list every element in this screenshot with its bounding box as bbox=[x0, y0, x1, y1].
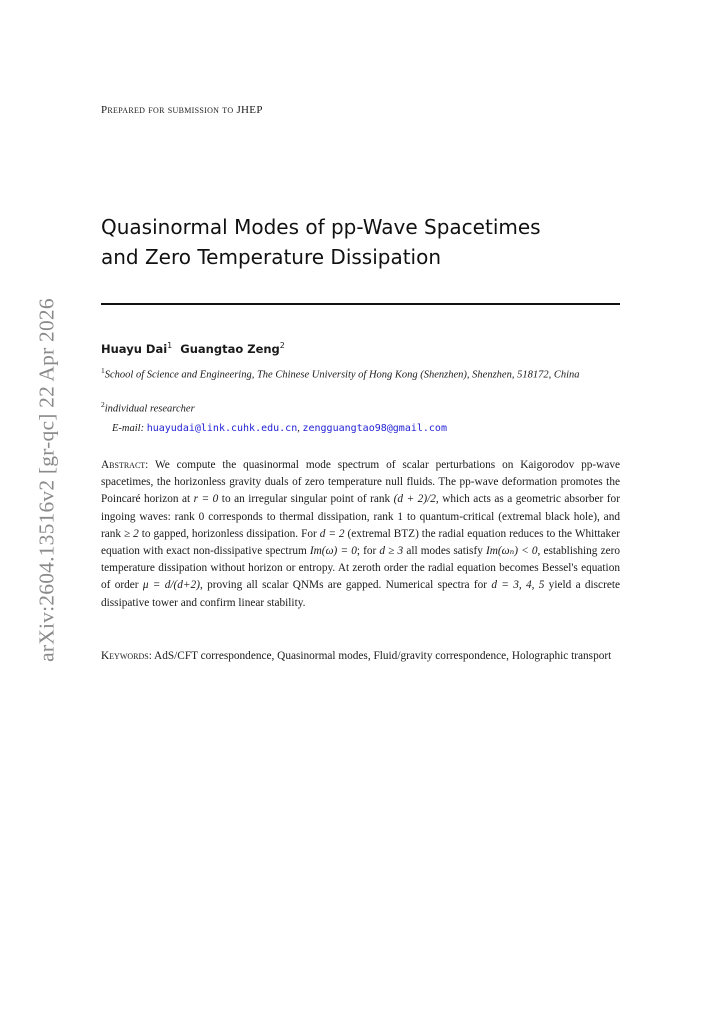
math-inline: μ = d/(d+2) bbox=[142, 579, 200, 592]
keywords-text: AdS/CFT correspondence, Quasinormal modes, Fluid/gravity correspondence, Holographic transport bbox=[151, 650, 612, 662]
math-inline: Im(ω) = 0 bbox=[309, 545, 357, 558]
email-separator: , bbox=[297, 423, 303, 434]
abstract-text: (extremal BTZ) the radial equation reduces to the Whittaker equation with exact non-dissipative spectrum bbox=[101, 527, 620, 558]
journal-submission-note: Prepared for submission to JHEP bbox=[101, 104, 263, 116]
keywords bbox=[101, 648, 620, 665]
abstract-text: to gapped, horizonless dissipation. For bbox=[138, 527, 320, 540]
abstract bbox=[101, 457, 620, 612]
math-inline: ≥ 2 bbox=[124, 527, 139, 540]
author-name: Huayu Dai bbox=[101, 341, 168, 356]
affiliation-text: individual researcher bbox=[104, 403, 195, 415]
author-name: Guangtao Zeng bbox=[180, 341, 280, 356]
abstract-text: all modes satisfy bbox=[403, 545, 486, 558]
math-inline: Im(ωₙ) < 0 bbox=[485, 545, 538, 558]
abstract-text: to an irregular singular point of rank bbox=[218, 493, 394, 506]
email-link-1[interactable]: huayudai@link.cuhk.edu.cn bbox=[146, 423, 298, 434]
abstract-text: , proving all scalar QNMs are gapped. Numerical spectra for bbox=[199, 579, 492, 592]
email-line bbox=[112, 423, 447, 434]
abstract-text: We compute the quasinormal mode spectrum of scalar perturbations on Kaigorodov pp-wave spacetimes, the horizonless gravity duals of zero temperature null fluids. The pp-wave deformation promotes the Poincaré horizon at bbox=[101, 459, 620, 506]
author-affil-mark: 1 bbox=[167, 341, 173, 350]
abstract-text: , which acts as a geometric absorber for ingoing waves: rank 0 corresponds to thermal dissipation, rank 1 to quantum-critical (extremal black hole), and rank bbox=[101, 493, 620, 540]
abstract-text: yield a discrete dissipative tower and confirm linear stability. bbox=[101, 579, 621, 609]
affiliation-1 bbox=[101, 363, 621, 383]
abstract-text: ; for bbox=[356, 545, 380, 558]
math-inline: (d + 2)/2 bbox=[393, 493, 436, 506]
math-inline: r = 0 bbox=[193, 493, 219, 506]
affiliation-mark: 1 bbox=[101, 366, 105, 375]
math-inline: d = 3, 4, 5 bbox=[491, 579, 545, 592]
title-line-1: Quasinormal Modes of pp-Wave Spacetimes bbox=[101, 215, 541, 239]
affiliation-2 bbox=[101, 397, 621, 417]
paper-title bbox=[101, 212, 621, 272]
arxiv-identifier-stamp: arXiv:2604.13516v2 [gr-qc] 22 Apr 2026 bbox=[34, 298, 59, 662]
keywords-label: Keywords: bbox=[101, 650, 152, 662]
affiliation-mark: 2 bbox=[101, 400, 105, 409]
math-inline: d = 2 bbox=[319, 527, 345, 540]
author-affil-mark: 2 bbox=[279, 341, 285, 350]
title-line-2: and Zero Temperature Dissipation bbox=[101, 245, 442, 269]
abstract-label: Abstract: bbox=[101, 459, 149, 471]
abstract-text: , establishing zero temperature dissipation without horizon or entropy. At zeroth order the radial equation becomes Bessel's equation of order bbox=[101, 545, 621, 592]
title-rule bbox=[101, 303, 620, 305]
email-label: E-mail: bbox=[112, 423, 145, 434]
affiliation-text: School of Science and Engineering, The Chinese University of Hong Kong (Shenzhen), Shenzhen, 518172, China bbox=[104, 369, 580, 381]
math-inline: d ≥ 3 bbox=[379, 545, 404, 558]
author-list bbox=[101, 341, 285, 356]
email-link-2[interactable]: zengguangtao98@gmail.com bbox=[302, 423, 447, 434]
